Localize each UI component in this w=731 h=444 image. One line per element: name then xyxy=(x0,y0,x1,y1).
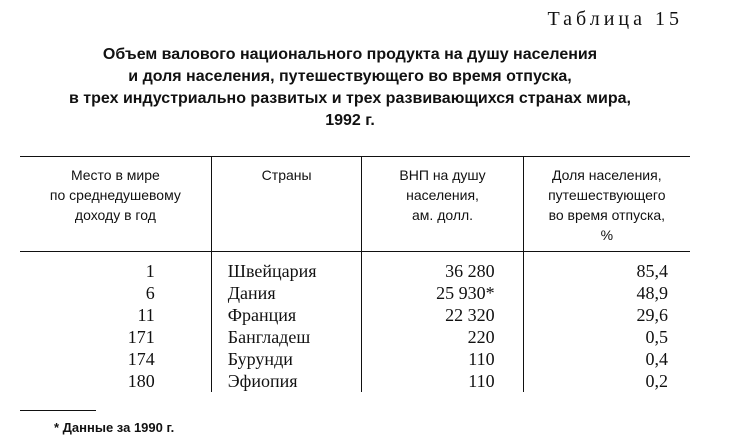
cell-rank: 1 xyxy=(145,261,155,281)
cell-country: Бангладеш xyxy=(211,326,362,348)
data-table xyxy=(20,156,690,392)
cell-share: 0,4 xyxy=(523,348,690,370)
cell-share: 48,9 xyxy=(523,282,690,304)
header-row xyxy=(20,157,690,252)
cell-gnp: 220 xyxy=(362,326,523,348)
footnote-rule xyxy=(20,410,96,411)
cell-country: Франция xyxy=(211,304,362,326)
cell-rank: 171 xyxy=(127,327,155,347)
header-share-line: % xyxy=(600,227,614,243)
header-share-line: Доля населения, xyxy=(552,167,662,183)
table-row xyxy=(20,304,690,326)
cell-share: 0,2 xyxy=(523,370,690,392)
cell-country: Дания xyxy=(211,282,362,304)
cell-gnp: 110 xyxy=(362,348,523,370)
cell-country: Бурунди xyxy=(211,348,362,370)
header-gnp-line: ВНП на душу xyxy=(399,167,486,183)
table-row xyxy=(20,348,690,370)
cell-share: 85,4 xyxy=(523,252,690,283)
header-gnp-line: ам. долл. xyxy=(412,207,474,223)
cell-share: 29,6 xyxy=(523,304,690,326)
cell-rank: 11 xyxy=(137,305,155,325)
header-rank xyxy=(20,157,211,252)
header-rank-line: доходу в год xyxy=(74,207,156,223)
cell-share: 0,5 xyxy=(523,326,690,348)
cell-gnp: 36 280 xyxy=(362,252,523,283)
header-share xyxy=(523,157,690,252)
cell-rank: 180 xyxy=(127,371,155,391)
header-gnp-line: населения, xyxy=(406,187,479,203)
table-row xyxy=(20,282,690,304)
cell-rank: 6 xyxy=(145,283,155,303)
table-row xyxy=(20,252,690,283)
cell-rank: 174 xyxy=(127,349,155,369)
header-share-line: путешествующего xyxy=(548,187,666,203)
cell-gnp: 110 xyxy=(362,370,523,392)
table-title xyxy=(0,44,700,132)
title-line: и доля населения, путешествующего во время отпуска, xyxy=(128,68,572,85)
title-line: в трех индустриально развитых и трех развивающихся странах мира, xyxy=(69,90,631,107)
header-share-line: во время отпуска, xyxy=(548,207,666,223)
table-row xyxy=(20,326,690,348)
table-number-label: Таблица 15 xyxy=(547,8,683,30)
header-rank-line: Место в мире xyxy=(70,167,160,183)
cell-country: Эфиопия xyxy=(211,370,362,392)
header-country xyxy=(211,157,362,252)
title-line: 1992 г. xyxy=(325,112,375,129)
cell-gnp: 25 930* xyxy=(362,282,523,304)
header-country-line: Страны xyxy=(261,167,312,183)
cell-gnp: 22 320 xyxy=(362,304,523,326)
header-gnp xyxy=(362,157,523,252)
cell-country: Швейцария xyxy=(211,252,362,283)
table-row xyxy=(20,370,690,392)
footnote: * Данные за 1990 г. xyxy=(54,420,175,435)
title-line: Объем валового национального продукта на душу населения xyxy=(102,46,598,63)
header-rank-line: по среднедушевому xyxy=(49,187,181,203)
